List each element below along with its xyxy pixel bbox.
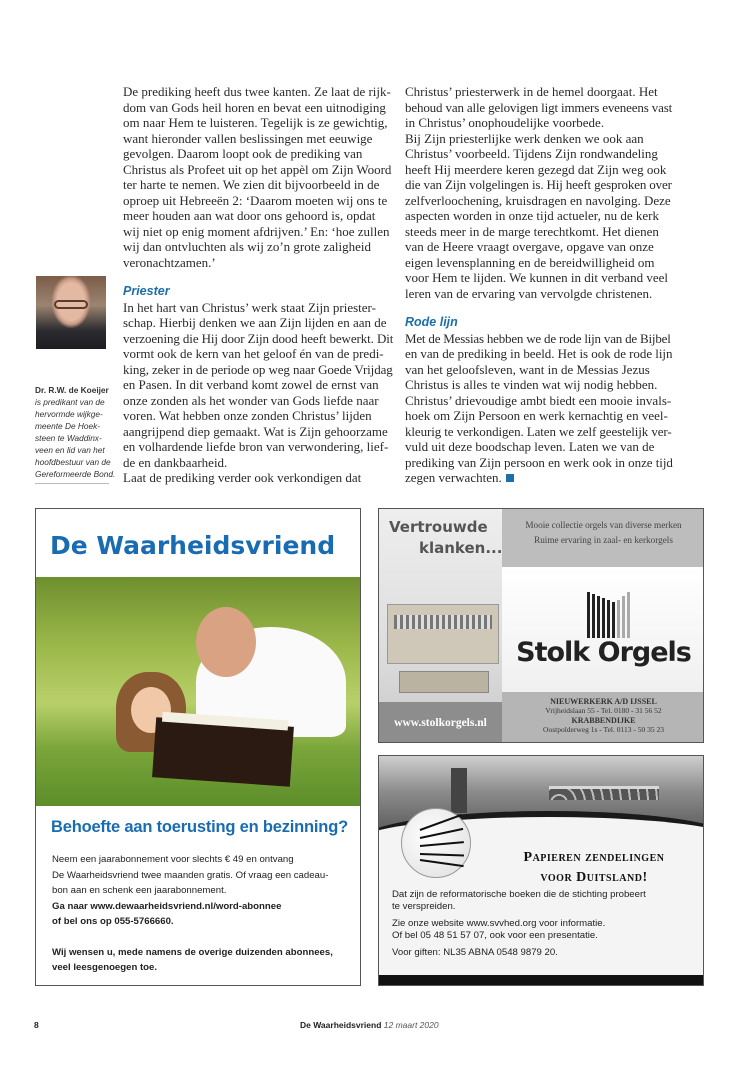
text-line: Christus’ drievoudige ambt biedt een mooie invals- bbox=[405, 392, 672, 408]
ad-waarheidsvriend[interactable] bbox=[35, 508, 361, 986]
text-line: eigen levensplanning en de bereidwilligheid om bbox=[405, 254, 655, 270]
text-line: Mooie collectie orgels van diverse merken bbox=[525, 520, 682, 530]
ad-slogan bbox=[389, 517, 502, 559]
ad-brand: Stolk Orgels bbox=[516, 637, 691, 668]
text-line: in Christus’ onophoudelijke voorbede. bbox=[405, 115, 605, 130]
text-line: oproep uit Hebreeën 2: ‘Daarom moeten wij ons te bbox=[123, 192, 388, 208]
text-line: Bij Zijn priesterlijke werk denken we ook aan bbox=[405, 130, 644, 146]
ad-photo-father-daughter-reading bbox=[36, 577, 360, 806]
ad-stolk-orgels[interactable] bbox=[378, 508, 704, 743]
text-line: vuld uit deze boodschap leven. Laten we van de bbox=[405, 439, 655, 454]
article-column-left bbox=[123, 84, 395, 486]
text-line: of bel ons op 055-5766660. bbox=[52, 916, 174, 927]
text-line: leren van de ervaring van vervolgde christenen. bbox=[405, 285, 653, 301]
foundation-logo-icon bbox=[401, 808, 471, 878]
author-bio bbox=[35, 396, 116, 480]
text-line: meer houden aan wat door ons gehoord is, opdat bbox=[123, 208, 376, 223]
text-line: Christus is alles te vinden wat wij nodig hebben. bbox=[405, 377, 658, 392]
text-line: Gereformeerde Bond. bbox=[35, 469, 116, 479]
ad-addresses: NIEUWERKERK A/D IJSSEL Vrijheidslaan 55 - Tel. 0180 - 31 56 52 KRABBENDIJKE Oostpolderweg 1s - Tel. 0113 - 50 35 23 bbox=[502, 692, 704, 743]
text-line: hoofdbestuur van de bbox=[35, 457, 111, 467]
text-line: Ruime ervaring in zaal- en kerkorgels bbox=[534, 535, 673, 545]
text-line: wij dan ontvluchten als wij zo’n grote zaligheid bbox=[123, 239, 372, 254]
magazine-name: De Waarheidsvriend bbox=[300, 1020, 382, 1030]
text-line: Papieren zendelingen bbox=[523, 850, 665, 865]
text-line: Laat de prediking verder ook verkondigen dat bbox=[123, 470, 362, 485]
text-line: Met de Messias hebben we de rode lijn van de Bijbel bbox=[405, 330, 671, 346]
paragraph bbox=[405, 331, 675, 486]
text-line: Christus’ voorbeeld. Tijdens Zijn rondwandeling bbox=[405, 146, 658, 161]
text-line: hervormde wijkge- bbox=[35, 409, 103, 419]
text-line: en Pasen. In dit verband komt zowel de ernst van bbox=[123, 377, 379, 392]
section-heading-priester: Priester bbox=[123, 284, 170, 298]
text-line: steeds meer in de marge terechtkomt. Het dienen bbox=[405, 223, 659, 239]
text-line: prediking van Zijn persoon en werk ook in onze tijd bbox=[405, 454, 673, 470]
paragraph bbox=[123, 300, 395, 486]
ad-url[interactable]: www.stolkorgels.nl bbox=[379, 702, 502, 743]
text-line: Christus als Profeet uit op het appèl om Zijn Woord bbox=[123, 161, 392, 177]
text-line: steen te Waddinx- bbox=[35, 433, 102, 443]
text-line: Vertrouwde bbox=[389, 518, 488, 536]
text-line: voor Duitsland! bbox=[540, 870, 648, 885]
text-line: ter harte te nemen. We zien dit bijvoorbeeld in de bbox=[123, 177, 380, 192]
text-line: om naar Hem te luisteren. Tegelijk is ze gewichtig, bbox=[123, 115, 388, 130]
paragraph bbox=[405, 84, 675, 301]
text-line: De Waarheidsvriend twee maanden gratis. Of vraag een cadeau- bbox=[52, 869, 329, 881]
text-line: veen en lid van het bbox=[35, 445, 105, 455]
text-line: aspecten worden in onze tijd actueler, nu de kerk bbox=[405, 208, 659, 223]
organ-pipes-logo-icon bbox=[587, 592, 630, 638]
ad-tagline bbox=[502, 509, 704, 567]
text-line: kleurig te verkondigen. Laten we zelf geestelijk ver- bbox=[405, 423, 672, 439]
text-line: king, zeker in de periode op weg naar Goede Vrijdag bbox=[123, 361, 393, 377]
text-line: gevolgen. Daarom loopt ook de prediking van bbox=[123, 146, 363, 161]
text-line: behoud van alle gelovigen ligt immers eveneens vast bbox=[405, 99, 673, 115]
text-line: In het hart van Christus’ werk staat Zijn priester- bbox=[123, 299, 376, 315]
text-line: veronachtzamen.’ bbox=[123, 254, 216, 270]
text-line: bon aan en schenk een jaarabonnement. bbox=[52, 885, 227, 896]
text-line: Dat zijn de reformatorische boeken die de stichting probeert bbox=[392, 889, 646, 900]
text-line: hoek om Zijn Persoon en werk kernachtig en veel- bbox=[405, 408, 668, 423]
ad-svvhed[interactable] bbox=[378, 755, 704, 986]
text-line: van de Heere vraagt overgave, opgave van onze bbox=[405, 239, 654, 254]
text-line: Neem een jaarabonnement voor slechts € 49 en ontvang bbox=[52, 854, 294, 865]
page-number: 8 bbox=[34, 1020, 39, 1030]
author-caption bbox=[35, 384, 116, 484]
text-line: van het geloofsleven, want in de Messias Jezus bbox=[405, 361, 650, 377]
text-line: Ga naar www.dewaarheidsvriend.nl/word-abonnee bbox=[52, 900, 282, 912]
ad-body bbox=[52, 852, 352, 976]
text-line: en volhardende liefde bron van verwondering, lief- bbox=[123, 439, 389, 454]
text-line: zelfverloochening, kruisdragen en navolging. Deze bbox=[405, 192, 671, 208]
text-line: de en dankbaarheid. bbox=[123, 454, 228, 470]
text-line: voren. Wat hebben onze zonden Christus’ lijden bbox=[123, 408, 372, 423]
text-line: veel leesgenoegen toe. bbox=[52, 962, 158, 973]
text-line: Wij wensen u, mede namens de overige duizenden abonnees, bbox=[52, 946, 333, 958]
text-line: zegen verwachten. bbox=[405, 470, 514, 486]
text-line: heeft Hij meerdere keren gezegd dat Zijn weg ook bbox=[405, 161, 667, 177]
organ-image bbox=[387, 604, 499, 664]
text-line: verzoening die Hij door Zijn dood heeft bewerkt. Dit bbox=[123, 330, 394, 346]
text-line: en van de prediking in beeld. Het is ook de rode lijn bbox=[405, 346, 673, 361]
text-line: is predikant van de bbox=[35, 397, 105, 407]
text-line: schap. Hierbij denken we aan Zijn lijden en aan de bbox=[123, 315, 387, 330]
text-line: Christus’ priesterwerk in de hemel doorgaat. Het bbox=[405, 84, 658, 99]
ad-contact bbox=[52, 899, 352, 930]
issue-date: 12 maart 2020 bbox=[383, 1020, 439, 1030]
text-line: De prediking heeft dus twee kanten. Ze laat de rijk- bbox=[123, 84, 391, 99]
text-line: te verspreiden. bbox=[392, 900, 456, 912]
author-name: Dr. R.W. de Koeijer bbox=[35, 385, 109, 395]
ad-headline bbox=[489, 848, 699, 888]
author-photo bbox=[36, 276, 106, 349]
end-mark-icon bbox=[506, 474, 514, 482]
text-line: meente De Hoek- bbox=[35, 421, 101, 431]
text-line: voor Hem te lijden. We kunnen in dit verband veel bbox=[405, 270, 668, 285]
paragraph bbox=[123, 84, 395, 270]
text-line: vormt ook de kern van het geloof én van de predi- bbox=[123, 346, 384, 361]
section-heading-rode-lijn: Rode lijn bbox=[405, 315, 458, 329]
text-line: aangrijpend diep gemaakt. Wat is Zijn gehoorzame bbox=[123, 423, 388, 439]
text-line: onze zonden als het wonder van Gods liefde naar bbox=[123, 392, 379, 408]
text-line: dom van Gods heil horen en bevat een uitnodiging bbox=[123, 99, 386, 115]
ad-subtitle: Behoefte aan toerusting en bezinning? bbox=[51, 818, 348, 836]
text-line: Zie onze website www.svvhed.org voor informatie. bbox=[392, 918, 606, 929]
page-footer bbox=[0, 1020, 738, 1032]
ad-body: Dat zijn de reformatorische boeken die de stichting probeert te verspreiden. Zie onze website www.svvhed.org voor informatie. Of bel 05 48 51 57 07, ook voor een presentatie. Voor giften: NL35 ABNA 0548 9879 20. bbox=[392, 889, 646, 958]
article-column-right bbox=[405, 84, 675, 486]
text-line: die van Zijn volgelingen is. Hij heeft gesproken over bbox=[405, 177, 672, 192]
text-line: klanken... bbox=[419, 539, 503, 557]
text-line: wij niet op enig moment afdrijven.’ En: ‘hoe zullen bbox=[123, 223, 390, 239]
text-line: Of bel 05 48 51 57 07, ook voor een presentatie. bbox=[392, 929, 598, 941]
text-line: want hieronder vallen beslissingen met eeuwige bbox=[123, 130, 373, 146]
ad-title: De Waarheidsvriend bbox=[50, 531, 336, 560]
